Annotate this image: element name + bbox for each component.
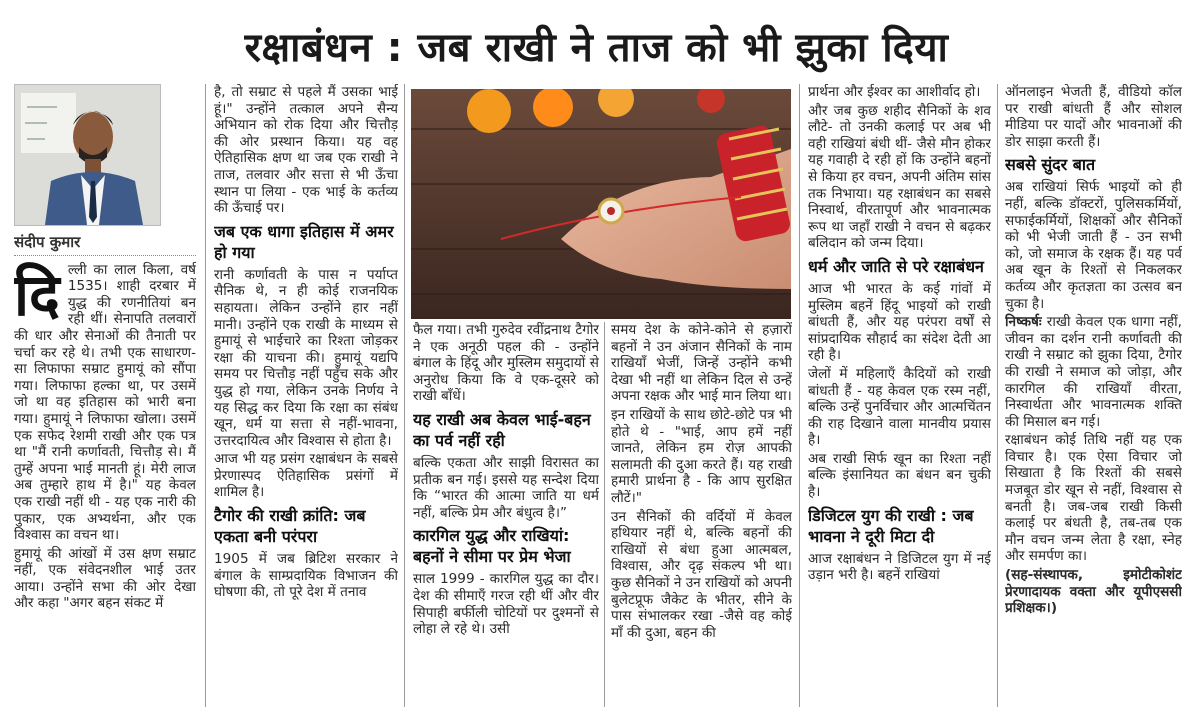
- subheading-dharm: धर्म और जाति से परे रक्षाबंधन: [808, 256, 984, 276]
- col3-paragraph: साल 1999 - कारगिल युद्ध का दौर। देश की सीमाएँ गरज रही थीं और वीर सिपाही बर्फीली चोटियों पर दुश्मनों से लोहा ले रहे थे। उसी: [413, 571, 599, 638]
- col1-paragraph-2: हुमायूं की आंखों में उस क्षण सम्राट नहीं, एक संवेदनशील भाई उतर आया। उन्होंने सभा की ओर देखा और कहा "अगर बहन संकट में: [14, 545, 196, 612]
- col6-paragraph: रक्षाबंधन कोई तिथि नहीं यह एक विचार है। एक ऐसा विचार जो सिखाता है कि रिश्तों की सबसे मजबूत डोर खून से नहीं, विश्वास से बनती है। जब-जब राखी किसी कलाई पर बंधती है, तब-तब एक मौन वचन जन्म लेता है रक्षा, स्नेह और समर्पण का।: [1005, 432, 1182, 565]
- subheading-sundar: सबसे सुंदर बात: [1005, 155, 1096, 175]
- col6-paragraph: अब राखियां सिर्फ भाइयों को ही नहीं, बल्कि डॉक्टरों, पुलिसकर्मियों, सफाईकर्मियों, शिक्षकों और सैनिकों को भी भेजी जाती हैं - उन सभी को, जो समाज के रक्षक हैं। यह पर्व अब खून के रिश्तों से निकलकर कर्तव्य और कृतज्ञता का उत्सव बन चुका है।: [1005, 179, 1182, 312]
- column-divider: [604, 322, 605, 707]
- col2-paragraph: है, तो सम्राट से पहले मैं उसका भाई हूं।" उन्होंने तत्काल अपने सैन्य अभियान को रोक दिया और चित्तौड़ की ओर प्रस्थान किया। यह वह ऐतिहासिक क्षण था जब एक राखी ने ताज, तलवार और सत्ता से भी ऊँचा स्थान पा लिया - एक भाई के कर्तव्य की ऊँचाई पर।: [214, 84, 398, 217]
- author-bio: (सह-संस्थापक, इमोटीकोशंट प्रेरणादायक वक्ता और यूपीएससी प्रशिक्षक।): [1005, 567, 1182, 617]
- col1-paragraph: दिल्ली का लाल किला, वर्ष 1535। शाही दरबार में युद्ध की रणनीतियां बन रही थीं। सेनापति तलवारों की धार और सेनाओं की तैनाती पर चर्चा कर रहे थे। तभी एक साधारण-सा लिफाफा सम्राट हुमायूं को सौंपा गया। लिफाफा हल्का था, पर उसमें जो था वह इतिहास को भारी बना गया। हुमायूं ने लिफाफा खोला। उसमें एक सफेद रेशमी राखी और एक पत्र था "मैं रानी कर्णावती, चित्तौड़ से। मैं तुम्हें अपना भाई मानती हूं। मेरी लाज अब तुम्हारे हाथ में है।" यह केवल एक राखी नहीं थी - यह एक नारी की पुकार, एक अभ्यर्थना, और एक विश्वास का वचन था।: [14, 260, 196, 544]
- column-divider: [997, 84, 998, 707]
- author-portrait-icon: [15, 85, 160, 225]
- subheading-rakhi: यह राखी अब केवल भाई-बहन का पर्व नहीं रही: [413, 409, 591, 450]
- col2-paragraph: रानी कर्णावती के पास न पर्याप्त सैनिक थे, न ही कोई राजनयिक सहायता। लेकिन उन्होंने हार नहीं मानी। उन्होंने एक राखी के माध्यम से हुमायूं से भाईचारे का रिश्ता जोड़कर रक्षा की याचना की। हुमायूं यद्यपि समय पर चित्तौड़ नहीं पहुँच सके और युद्ध हो गया, लेकिन उनके निर्णय ने यह सिद्ध कर दिया कि रक्षा का संबंध खून, धर्म या सत्ता से नहीं-भावना, उत्तरदायित्व और विश्वास से होता है।: [214, 266, 398, 449]
- col5-paragraph: और जब कुछ शहीद सैनिकों के शव लौटे- तो उनकी कलाई पर अब भी वही राखियां बंधी थीं- जैसे मौन होकर यह गवाही दे रही हों कि उन्होंने बहनों से किया हर वचन, अपनी अंतिम सांस तक निभाया। यह रक्षाबंधन का सबसे निस्वार्थ, वीरतापूर्ण और भावनात्मक रूप था जहाँ राखी ने वचन से बढ़कर बलिदान को जन्म दिया।: [808, 102, 991, 252]
- column-4: [611, 322, 792, 707]
- author-name: संदीप कुमार: [14, 234, 196, 256]
- column-3: [413, 322, 599, 707]
- col2-paragraph: 1905 में जब ब्रिटिश सरकार ने बंगाल के साम्प्रदायिक विभाजन की घोषणा की, तो पूरे देश में तनाव: [214, 551, 398, 601]
- col6-paragraph: ऑनलाइन भेजती हैं, वीडियो कॉल पर राखी बांधती हैं और सोशल मीडिया पर यादों और भावनाओं की डोर साझा करती हैं।: [1005, 84, 1182, 150]
- col4-paragraph: इन राखियों के साथ छोटे-छोटे पत्र भी होते थे - "भाई, आप हमें नहीं जानते, लेकिन हम रोज़ आपकी सलामती की दुआ करते हैं। यह राखी हमारी प्रार्थना है - कि आप सुरक्षित लौटें।": [611, 406, 792, 506]
- col5-paragraph: प्रार्थना और ईश्वर का आशीर्वाद हो।: [808, 84, 981, 100]
- col5-paragraph: अब राखी सिर्फ खून का रिश्ता नहीं बल्कि इंसानियत का बंधन बन चुकी है।: [808, 450, 991, 501]
- column-divider: [205, 84, 206, 707]
- column-1: [14, 84, 196, 707]
- col5-paragraph: जेलों में महिलाएँ कैदियों को राखी बांधती हैं - यह केवल एक रस्म नहीं, बल्कि उन्हें पुनर्विचार और आत्मचिंतन की राह दिखाने वाला मानवीय प्रयास है।: [808, 365, 991, 449]
- col5-paragraph: आज भी भारत के कई गांवों में मुस्लिम बहनें हिंदू भाइयों को राखी बांधती हैं, और यह परंपरा वर्षों से सांप्रदायिक सौहार्द का संदेश देती आ रही है।: [808, 280, 991, 364]
- col4-paragraph: उन सैनिकों की वर्दियों में केवल हथियार नहीं थे, बल्कि बहनों की राखियों से बंधा हुआ आत्मबल, विश्वास, और दृढ़ संकल्प भी था। कुछ सैनिकों ने उन राखियों को अपनी बुलेटप्रूफ जैकेट के भीतर, सीने के पास संभालकर रखा -जैसे वह कोई माँ की दुआ, बहन की: [611, 508, 792, 641]
- drop-cap: दि: [14, 260, 60, 329]
- column-divider: [404, 84, 405, 707]
- subheading-tagore: टैगोर की राखी क्रांति: जब एकता बनी परंपरा: [214, 506, 366, 547]
- rakhi-photo: [411, 89, 791, 319]
- column-2: [214, 84, 398, 707]
- col5-paragraph: आज रक्षाबंधन ने डिजिटल युग में नई उड़ान भरी है। बहनें राखियां: [808, 550, 991, 584]
- headline: रक्षाबंधन : जब राखी ने ताज को भी झुका दिया: [244, 25, 949, 71]
- col3-paragraph: फैल गया। तभी गुरुदेव रवींद्रनाथ टैगोर ने एक अनूठी पहल की - उन्होंने बंगाल के हिंदू और मुस्लिम समुदायों से अनुरोध किया कि वे एक-दूसरे को राखी बाँधें।: [413, 322, 599, 405]
- col2-paragraph: आज भी यह प्रसंग रक्षाबंधन के सबसे प्रेरणास्पद ऐतिहासिक प्रसंगों में शामिल है।: [214, 451, 398, 501]
- subheading-digital: डिजिटल युग की राखी : जब भावना ने दूरी मिटा दी: [808, 505, 974, 546]
- column-5: [808, 84, 991, 707]
- column-divider: [799, 84, 800, 707]
- column-6: [1005, 84, 1182, 707]
- author-photo: [14, 84, 161, 226]
- col6-conclusion: निष्कर्षः राखी केवल एक धागा नहीं, जीवन का दर्शन रानी कर्णावती की राखी ने सम्राट को झुका दिया, टैगोर की राखी ने समाज को जोड़ा, और कारगिल की राखियाँ वीरता, निस्वार्थता और भावनात्मक शक्ति की मिसाल बन गई।: [1005, 314, 1182, 430]
- rakhi-hand-icon: [411, 89, 791, 319]
- subheading-kargil: कारगिल युद्ध और राखियां: बहनों ने सीमा पर प्रेम भेजा: [413, 526, 571, 567]
- conclusion-label: निष्कर्षः: [1005, 314, 1042, 331]
- col3-paragraph: बल्कि एकता और साझी विरासत का प्रतीक बन गई। इससे यह सन्देश दिया कि “भारत की आत्मा जाति या धर्म नहीं, बल्कि प्रेम और बंधुत्व है।”: [413, 454, 599, 521]
- subheading-amar: जब एक धागा इतिहास में अमर हो गया: [214, 221, 394, 262]
- col4-paragraph: समय देश के कोने-कोने से हज़ारों बहनों ने उन अंजान सैनिकों के नाम राखियाँ भेजीं, जिन्हें उन्होंने कभी देखा भी नहीं था लेकिन दिल से उन्हें अपना रक्षक और भाई मान लिया था।: [611, 322, 792, 405]
